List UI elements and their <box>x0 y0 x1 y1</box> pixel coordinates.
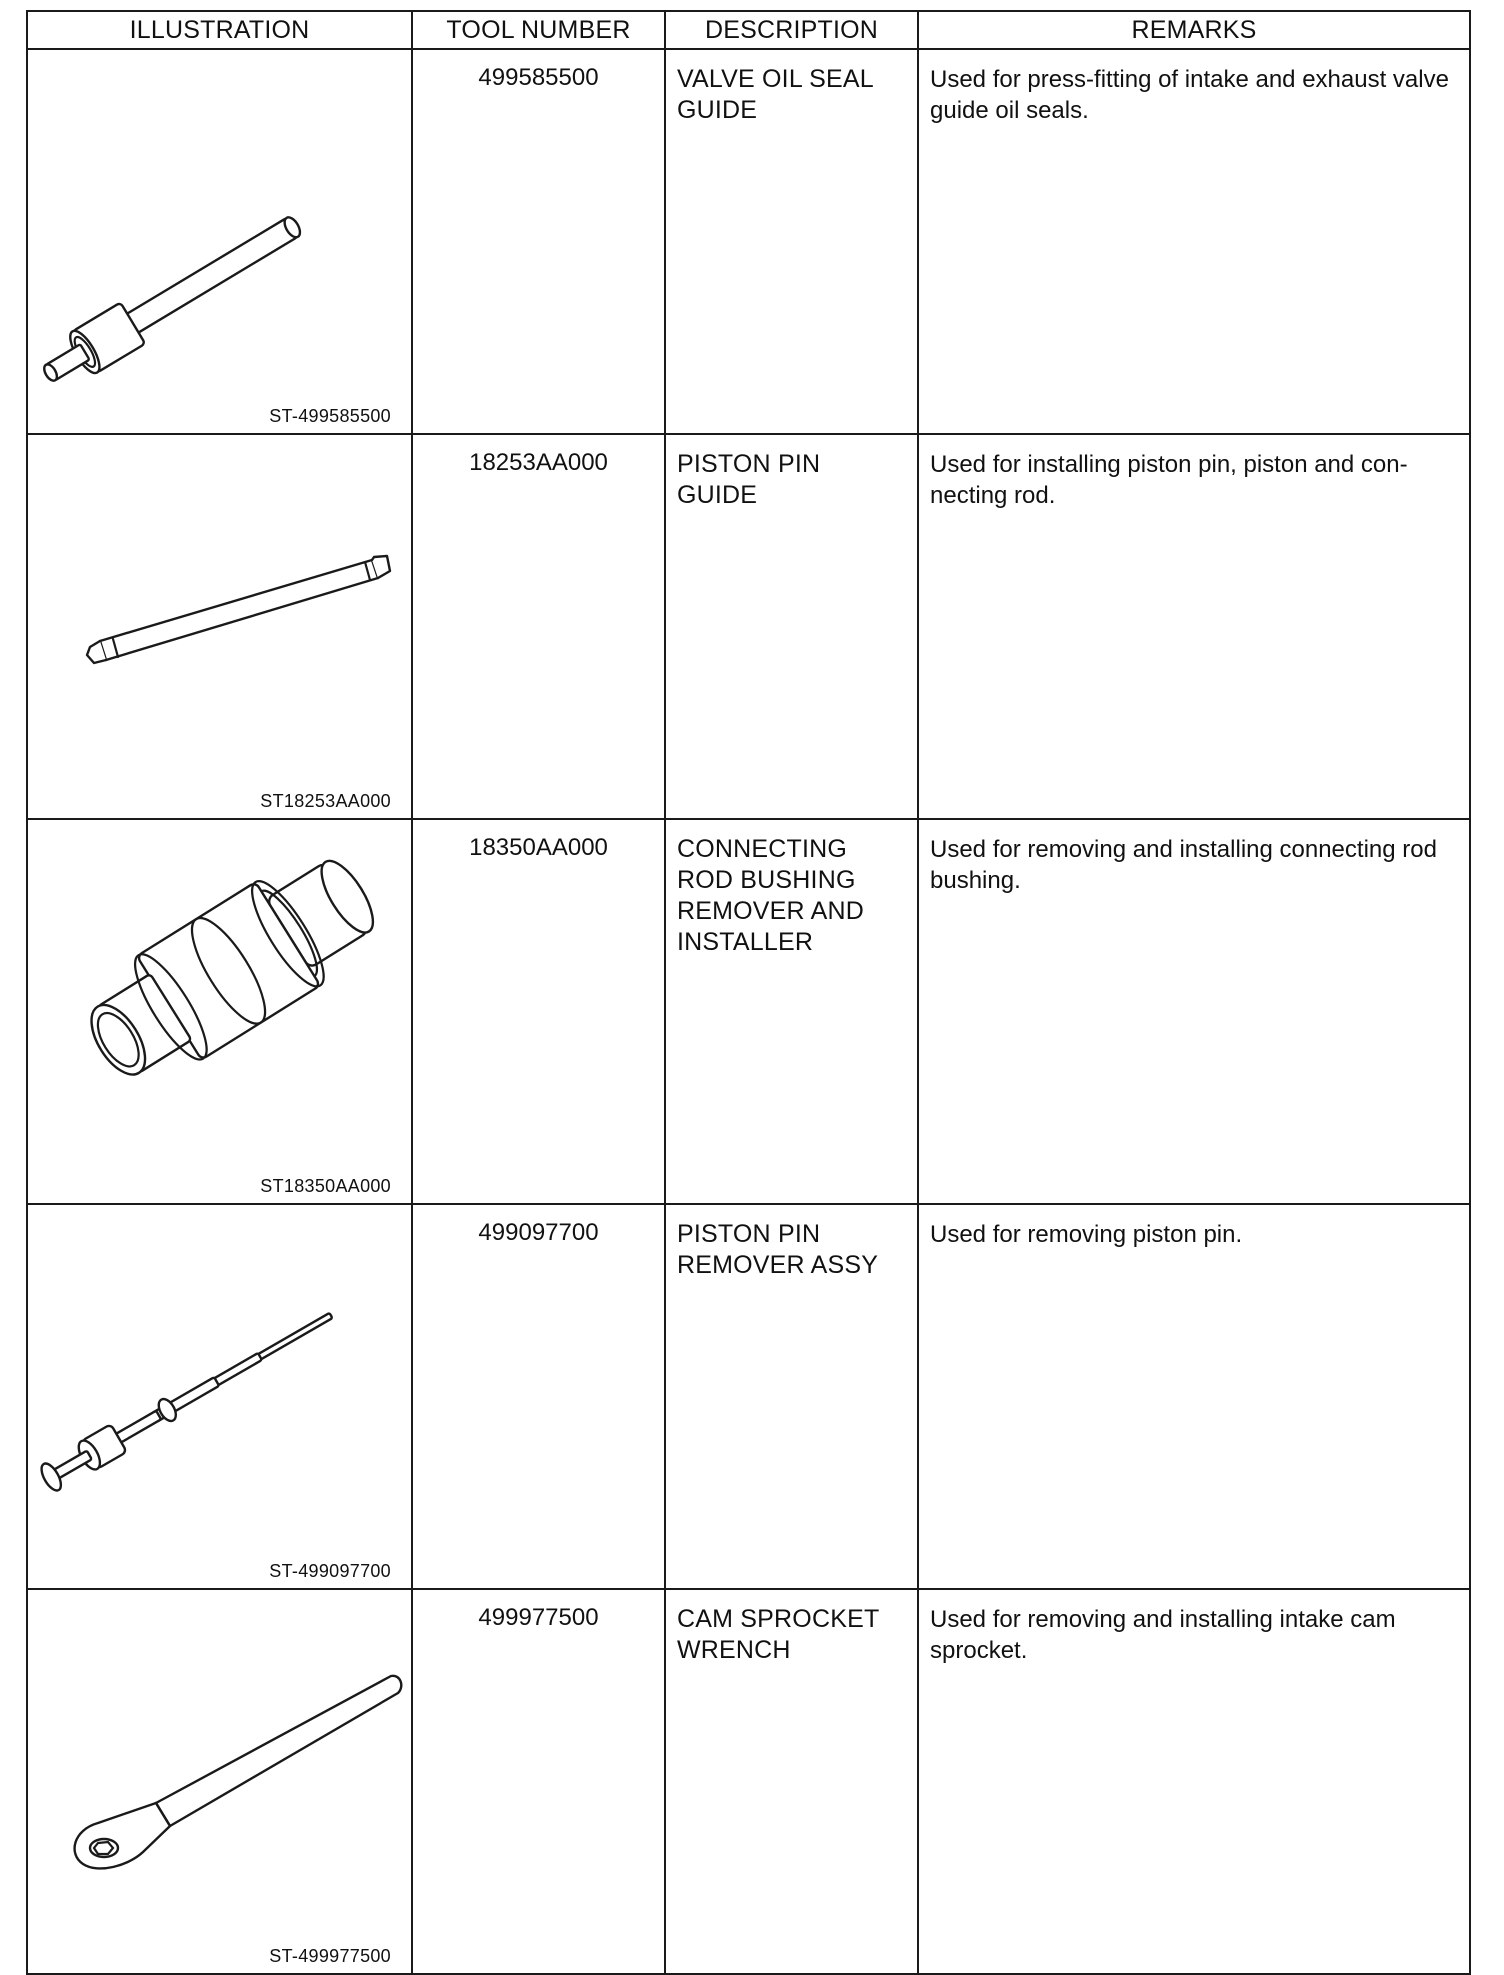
tool-number-cell: 18350AA000 <box>412 819 665 1204</box>
piston-pin-remover-icon <box>28 1205 413 1573</box>
header-illustration: ILLUSTRATION <box>27 11 412 49</box>
piston-pin-guide-icon <box>28 435 413 803</box>
illustration-cell <box>27 49 412 434</box>
table-row <box>27 819 1470 1204</box>
description-cell: PISTON PIN GUIDE <box>665 434 918 819</box>
illustration-cell <box>27 819 412 1204</box>
header-row <box>27 11 1470 49</box>
description-cell: VALVE OIL SEAL GUIDE <box>665 49 918 434</box>
illustration-caption: ST-499097700 <box>269 1561 391 1581</box>
remarks-cell: Used for press-fitting of intake and exhaust valve guide oil seals. <box>918 49 1470 434</box>
valve-oil-seal-guide-icon <box>28 50 413 418</box>
header-tool-number: TOOL NUMBER <box>412 11 665 49</box>
tool-number-cell: 499977500 <box>412 1589 665 1974</box>
table-row <box>27 434 1470 819</box>
tool-number-cell: 18253AA000 <box>412 434 665 819</box>
cam-sprocket-wrench-icon <box>28 1590 413 1958</box>
illustration-cell <box>27 434 412 819</box>
illustration-caption: ST-499977500 <box>269 1946 391 1966</box>
table-row <box>27 49 1470 434</box>
tool-number-cell: 499097700 <box>412 1204 665 1589</box>
bushing-remover-installer-icon <box>28 820 413 1188</box>
description-cell: PISTON PIN REMOVER ASSY <box>665 1204 918 1589</box>
remarks-cell: Used for removing piston pin. <box>918 1204 1470 1589</box>
illustration-cell <box>27 1589 412 1974</box>
illustration-cell <box>27 1204 412 1589</box>
tool-number-cell: 499585500 <box>412 49 665 434</box>
header-description: DESCRIPTION <box>665 11 918 49</box>
header-remarks: REMARKS <box>918 11 1470 49</box>
remarks-cell: Used for removing and installing connecting rod bushing. <box>918 819 1470 1204</box>
description-cell: CONNECTING ROD BUSHING REMOVER AND INSTALLER <box>665 819 918 1204</box>
illustration-caption: ST18253AA000 <box>260 791 391 811</box>
illustration-caption: ST18350AA000 <box>260 1176 391 1196</box>
table-row <box>27 1589 1470 1974</box>
remarks-cell: Used for removing and installing intake cam sprocket. <box>918 1589 1470 1974</box>
illustration-caption: ST-499585500 <box>269 406 391 426</box>
remarks-cell: Used for installing piston pin, piston and con-necting rod. <box>918 434 1470 819</box>
description-cell: CAM SPROCKET WRENCH <box>665 1589 918 1974</box>
special-tools-table <box>26 10 1471 1975</box>
table-row <box>27 1204 1470 1589</box>
